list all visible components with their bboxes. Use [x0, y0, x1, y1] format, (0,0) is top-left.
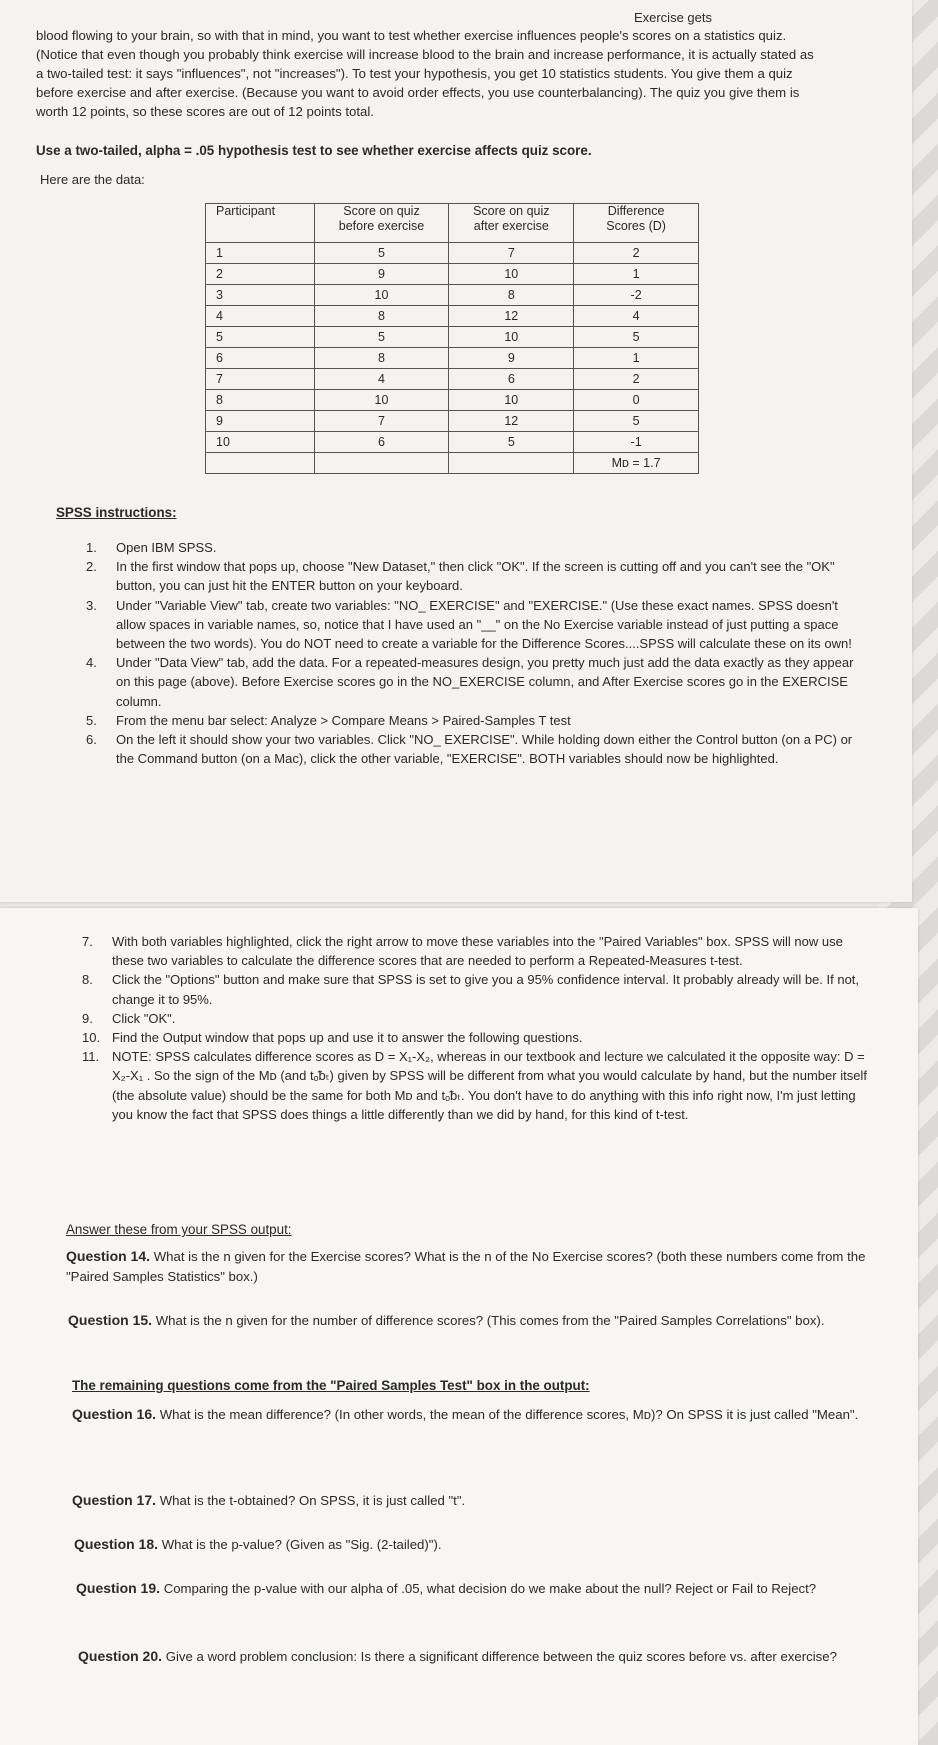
question-text: Comparing the p-value with our alpha of .05, what decision do we make about the null? Reject or Fail to Reject?: [163, 1581, 817, 1596]
table-cell: 10: [449, 327, 574, 348]
step-text: Open IBM SPSS.: [116, 540, 217, 555]
list-item: [86, 711, 866, 730]
question-16: [72, 1404, 882, 1425]
table-row: [206, 453, 699, 474]
table-cell: 10: [314, 390, 449, 411]
table-cell: 3: [206, 285, 315, 306]
table-cell: 2: [574, 243, 699, 264]
list-item: [82, 1047, 872, 1124]
question-text: What is the p-value? (Given as "Sig. (2-tailed)").: [161, 1537, 442, 1552]
step-number: 11.: [82, 1049, 100, 1065]
step-number: 5.: [86, 712, 97, 728]
list-item: [86, 653, 866, 711]
step-text: On the left it should show your two variables. Click "NO_ EXERCISE". While holding down either the Control button (on a PC) or the Command button (on a Mac), click the other variable, "EXERCISE". BOTH variables should now be highlighted.: [116, 732, 853, 767]
table-cell: 2: [574, 369, 699, 390]
table-cell: 4: [314, 369, 449, 390]
spss-steps-list: [86, 538, 866, 768]
table-cell: [449, 453, 574, 474]
list-item: [82, 1009, 872, 1028]
question-text: What is the t-obtained? On SPSS, it is just called "t".: [159, 1493, 466, 1508]
table-row: [206, 348, 699, 369]
table-cell: Mᴅ = 1.7: [574, 453, 699, 474]
remaining-heading: The remaining questions come from the "Paired Samples Test" box in the output:: [72, 1378, 590, 1393]
table-cell: 10: [206, 432, 315, 453]
step-number: 3.: [86, 597, 97, 613]
table-row: [206, 243, 699, 264]
list-item: [82, 932, 872, 970]
table-cell: 5: [574, 327, 699, 348]
table-cell: 9: [314, 264, 449, 285]
table-cell: 12: [449, 306, 574, 327]
step-text: From the menu bar select: Analyze > Compare Means > Paired-Samples T test: [116, 712, 571, 728]
table-cell: 5: [574, 411, 699, 432]
step-number: 2.: [86, 559, 97, 575]
table-cell: 9: [206, 411, 315, 432]
step-number: 1.: [86, 540, 97, 555]
question-19: [76, 1578, 886, 1599]
question-label: Question 19.: [76, 1580, 161, 1596]
table-cell: 7: [449, 243, 574, 264]
table-cell: 8: [314, 348, 449, 369]
data-label: Here are the data:: [40, 172, 145, 187]
table-cell: 6: [314, 432, 449, 453]
table-cell: 8: [449, 285, 574, 306]
question-text: What is the n given for the number of difference scores? (This comes from the "Paired Samples Correlations" box).: [155, 1313, 825, 1328]
intro-paragraph: blood flowing to your brain, so with that in mind, you want to test whether exercise influences people's scores on a statistics quiz. (Notice that even though you probably think exercise will increase blood to the brain and increase performance, it is actually stated as a two-tailed test: it says "influences", not "increases"). To test your hypothesis, you get 10 statistics students. You give them a quiz before exercise and after exercise. (Because you want to avoid order effects, you use counterbalancing). The quiz you give them is worth 12 points, so these scores are out of 12 points total.: [36, 28, 814, 119]
step-number: 8.: [82, 972, 93, 988]
data-table: [205, 203, 699, 474]
table-cell: 8: [314, 306, 449, 327]
step-number: 9.: [82, 1010, 93, 1026]
table-cell: 1: [574, 348, 699, 369]
table-row: [206, 327, 699, 348]
question-label: Question 15.: [68, 1312, 153, 1328]
table-cell: 2: [206, 264, 315, 285]
step-number: 7.: [82, 934, 93, 949]
list-item: [86, 538, 866, 557]
table-cell: 5: [314, 243, 449, 264]
table-cell: 5: [206, 327, 315, 348]
spss-steps-list-continued: [82, 932, 872, 1124]
step-text: With both variables highlighted, click the right arrow to move these variables into the "Paired Variables" box. SPSS will now use these two variables to calculate the difference scores that are needed to perform a Repeated-Measures t-test.: [112, 934, 843, 969]
question-14: [66, 1246, 876, 1287]
question-text: Give a word problem conclusion: Is there a significant difference between the quiz scores before vs. after exercise?: [165, 1649, 837, 1664]
table-cell: 10: [449, 390, 574, 411]
table-cell: 6: [206, 348, 315, 369]
question-label: Question 18.: [74, 1536, 159, 1552]
answer-heading: Answer these from your SPSS output:: [66, 1222, 292, 1237]
step-text: In the first window that pops up, choose "New Dataset," then click "OK". If the screen is cutting off and you can't see the "OK" button, you can just hit the ENTER button on your keyboard.: [116, 559, 835, 594]
table-cell: [314, 453, 449, 474]
table-cell: 1: [206, 243, 315, 264]
task-statement: Use a two-tailed, alpha = .05 hypothesis test to see whether exercise affects quiz score.: [36, 143, 592, 158]
table-row: [206, 432, 699, 453]
table-cell: 4: [574, 306, 699, 327]
list-item: [86, 730, 866, 768]
table-cell: 12: [449, 411, 574, 432]
list-item: [86, 596, 866, 654]
step-text: Click "OK".: [112, 1010, 176, 1026]
header-after: Score on quiz after exercise: [449, 204, 574, 243]
question-17: [72, 1490, 882, 1511]
step-number: 4.: [86, 655, 97, 671]
table-row: [206, 264, 699, 285]
corner-text: Exercise gets: [633, 10, 712, 25]
table-cell: 9: [449, 348, 574, 369]
table-row: [206, 285, 699, 306]
table-header-row: [206, 204, 699, 243]
header-difference: Difference Scores (D): [574, 204, 699, 243]
question-text: What is the n given for the Exercise scores? What is the n of the No Exercise scores? (both these numbers come from the "Paired Samples Statistics" box.): [66, 1249, 866, 1284]
question-15: [68, 1310, 828, 1331]
table-cell: 4: [206, 306, 315, 327]
table-cell: -2: [574, 285, 699, 306]
list-item: [86, 557, 866, 595]
step-text: NOTE: SPSS calculates difference scores as D = X₁-X₂, whereas in our textbook and lecture we calculated it the opposite way: D = X₂-X₁ . So the sign of the Mᴅ (and tₒᵬₜ) given by SPSS will be different from what you would calculate by hand, but the number itself (the absolute value) should be the same for both Mᴅ and tₒᵬₜ. You don't have to do anything with this info right now, I'm just letting you know the fact that SPSS does things a little differently than we did by hand, for this kind of t-test.: [112, 1049, 867, 1122]
table-cell: 0: [574, 390, 699, 411]
header-participant: Participant: [206, 204, 315, 243]
question-label: Question 14.: [66, 1248, 151, 1264]
question-20: [78, 1646, 888, 1667]
step-text: Click the "Options" button and make sure that SPSS is set to give you a 95% confidence interval. It probably already will be. If not, change it to 95%.: [112, 972, 860, 1007]
question-label: Question 16.: [72, 1406, 157, 1422]
table-cell: [206, 453, 315, 474]
header-before: Score on quiz before exercise: [314, 204, 449, 243]
step-text: Find the Output window that pops up and use it to answer the following questions.: [112, 1030, 583, 1046]
table-cell: 5: [449, 432, 574, 453]
question-text: What is the mean difference? (In other words, the mean of the difference scores, Mᴅ)? On SPSS it is just called "Mean".: [159, 1407, 859, 1422]
table-cell: 5: [314, 327, 449, 348]
step-text: Under "Variable View" tab, create two variables: "NO_ EXERCISE" and "EXERCISE." (Use these exact names. SPSS doesn't allow spaces in variable names, so, notice that I have used an "__" on the No Exercise variable instead of just putting a space between the two words). You do NOT need to create a variable for the Difference Scores....SPSS will calculate these on its own!: [116, 597, 852, 652]
list-item: [82, 970, 872, 1008]
table-cell: 8: [206, 390, 315, 411]
table-row: [206, 369, 699, 390]
question-label: Question 20.: [78, 1648, 163, 1664]
table-cell: 10: [449, 264, 574, 285]
table-cell: 7: [314, 411, 449, 432]
spss-heading: SPSS instructions:: [56, 505, 177, 520]
step-number: 10.: [82, 1030, 101, 1046]
question-label: Question 17.: [72, 1492, 157, 1508]
step-text: Under "Data View" tab, add the data. For a repeated-measures design, you pretty much just add the data exactly as they appear on this page (above). Before Exercise scores go in the NO_EXERCISE column, and After Exercise scores go in the EXERCISE column.: [116, 655, 854, 709]
list-item: [82, 1028, 872, 1047]
table-cell: 10: [314, 285, 449, 306]
table-cell: 6: [449, 369, 574, 390]
table-cell: -1: [574, 432, 699, 453]
table-cell: 7: [206, 369, 315, 390]
question-18: [74, 1534, 884, 1555]
table-row: [206, 390, 699, 411]
step-number: 6.: [86, 732, 97, 748]
table-row: [206, 306, 699, 327]
table-row: [206, 411, 699, 432]
table-cell: 1: [574, 264, 699, 285]
